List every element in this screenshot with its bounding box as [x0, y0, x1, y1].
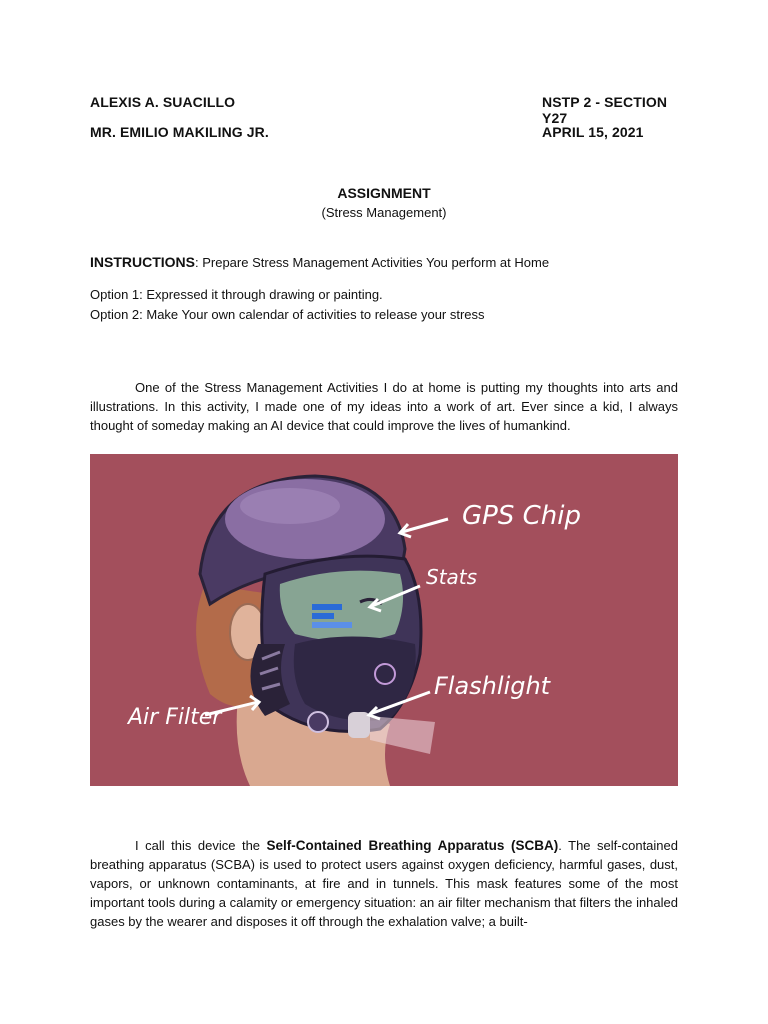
option-1: Option 1: Expressed it through drawing or painting. — [90, 287, 383, 302]
scba-paragraph-body: . The self-contained breathing apparatus (SCBA) is used to protect users against oxygen deficiency, harmful gases, dust, vapors, or unknown contaminants, at fire and in tunnels. This mask features some of the most important tools during a calamity or emergency situation: an air filter mechanism that filters the inhaled gases by the wearer and disposes it off through the exhalation valve; a built- — [90, 838, 678, 929]
air-filter-label: Air Filter — [128, 705, 222, 730]
assignment-title: ASSIGNMENT — [337, 185, 431, 201]
intro-paragraph: One of the Stress Management Activities I do at home is putting my thoughts into arts and illustrations. In this activity, I made one of my ideas into a work of art. Ever since a kid, I always thought of someday making an AI device that could improve the lives of humankind. — [90, 380, 678, 433]
scba-illustration — [90, 454, 678, 786]
options-list — [90, 285, 678, 324]
gps-arrow — [402, 519, 448, 532]
header-row-1 — [90, 94, 678, 126]
submission-date: APRIL 15, 2021 — [542, 124, 644, 140]
stats-bar-3 — [312, 622, 352, 628]
instructions — [90, 254, 678, 270]
instructions-text: : Prepare Stress Management Activities You perform at Home — [195, 255, 550, 270]
instructor-name: MR. EMILIO MAKILING JR. — [90, 124, 269, 140]
instructions-label: INSTRUCTIONS — [90, 254, 195, 270]
header-row-2 — [90, 124, 678, 140]
scba-paragraph-lead: I call this device the — [135, 838, 267, 853]
assignment-subtitle: (Stress Management) — [321, 205, 447, 220]
course-section: NSTP 2 - SECTION Y27 — [542, 94, 668, 126]
gps-chip-label: GPS Chip — [462, 501, 581, 531]
scba-illustration-svg — [90, 454, 678, 786]
flashlight-label: Flashlight — [434, 672, 551, 700]
scba-device-name: Self-Contained Breathing Apparatus (SCBA) — [266, 838, 559, 853]
helmet-highlight — [240, 488, 340, 524]
stats-label: Stats — [426, 565, 478, 589]
dial-icon — [308, 712, 328, 732]
option-2: Option 2: Make Your own calendar of activities to release your stress — [90, 306, 485, 322]
scba-paragraph — [90, 836, 678, 931]
stats-bar-2 — [312, 613, 334, 619]
student-name: ALEXIS A. SUACILLO — [90, 94, 236, 110]
flashlight — [348, 712, 370, 738]
stats-bar-1 — [312, 604, 342, 610]
